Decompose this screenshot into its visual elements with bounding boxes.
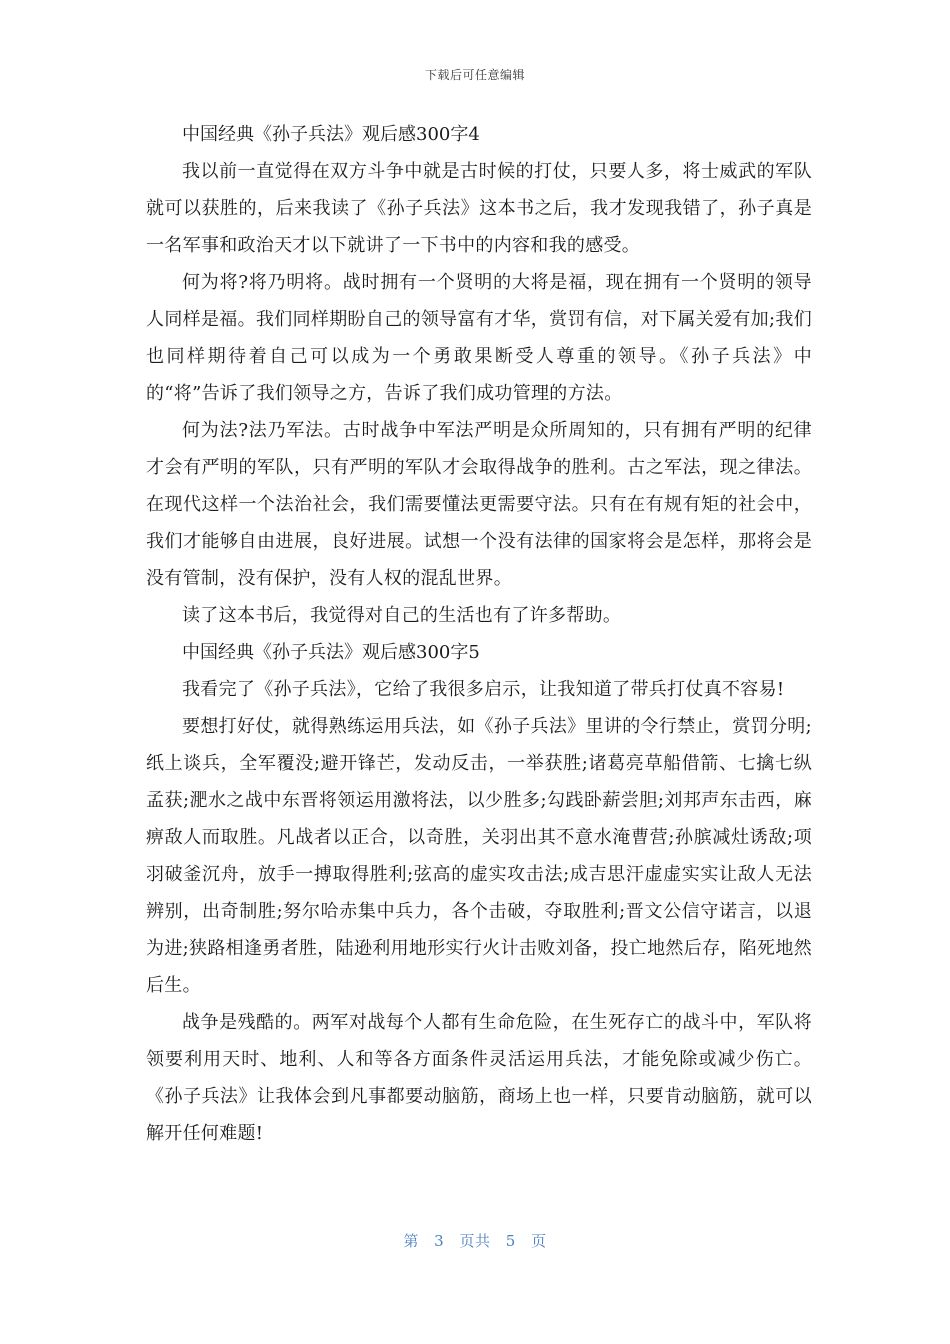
body-paragraph: 要想打好仗，就得熟练运用兵法，如《孙子兵法》里讲的令行禁止，赏罚分明;纸上谈兵，全军覆没;避开锋芒，发动反击，一举获胜;诸葛亮草船借箭、七擒七纵孟获;淝水之战中东晋将领运用激将法，以少胜多;勾践卧薪尝胆;刘邦声东击西，麻痹敌人而取胜。凡战者以正合，以奇胜，关羽出其不意水淹曹营;孙膑减灶诱敌;项羽破釜沉舟，放手一搏取得胜利;弦高的虚实攻击法;成吉思汗虚虚实实让敌人无法辨别，出奇制胜;努尔哈赤集中兵力，各个击破，夺取胜利;晋文公信守诺言，以退为进;狭路相逢勇者胜，陆逊利用地形实行火计击败刘备，投亡地然后存，陷死地然后生。 (146, 716, 812, 996)
download-note: 下载后可任意编辑 (424, 68, 525, 82)
body-paragraph: 我以前一直觉得在双方斗争中就是古时候的打仗，只要人多，将士威武的军队就可以获胜的，后来我读了《孙子兵法》这本书之后，我才发现我错了，孙子真是一名军事和政治天才以下就讲了一下书中的内容和我的感受。 (146, 161, 812, 256)
body-paragraph: 读了这本书后，我觉得对自己的生活也有了许多帮助。 (182, 605, 622, 626)
body-paragraph: 我看完了《孙子兵法》，它给了我很多启示，让我知道了带兵打仗真不容易! (182, 679, 785, 700)
body-paragraph: 何为将?将乃明将。战时拥有一个贤明的大将是福，现在拥有一个贤明的领导人同样是福。我们同样期盼自己的领导富有才华，赏罚有信，对下属关爱有加;我们也同样期待着自己可以成为一个勇敢果断受人尊重的领导。《孙子兵法》中的“将”告诉了我们领导之方，告诉了我们成功管理的方法。 (146, 272, 812, 404)
section-heading: 中国经典《孙子兵法》观后感300字4 (182, 124, 480, 145)
page-number: 第 3 页共 5 页 (403, 1232, 547, 1250)
section-heading: 中国经典《孙子兵法》观后感300字5 (182, 642, 480, 663)
body-paragraph: 战争是残酷的。两军对战每个人都有生命危险，在生死存亡的战斗中，军队将领要利用天时、地利、人和等各方面条件灵活运用兵法，才能免除或减少伤亡。《孙子兵法》让我体会到凡事都要动脑筋，商场上也一样，只要肯动脑筋，就可以解开任何难题! (146, 1012, 812, 1144)
document-body (146, 116, 812, 1152)
body-paragraph: 何为法?法乃军法。古时战争中军法严明是众所周知的，只有拥有严明的纪律才会有严明的军队，只有严明的军队才会取得战争的胜利。古之军法，现之律法。在现代这样一个法治社会，我们需要懂法更需要守法。只有在有规有矩的社会中，我们才能够自由进展，良好进展。试想一个没有法律的国家将会是怎样，那将会是没有管制，没有保护，没有人权的混乱世界。 (146, 420, 812, 589)
